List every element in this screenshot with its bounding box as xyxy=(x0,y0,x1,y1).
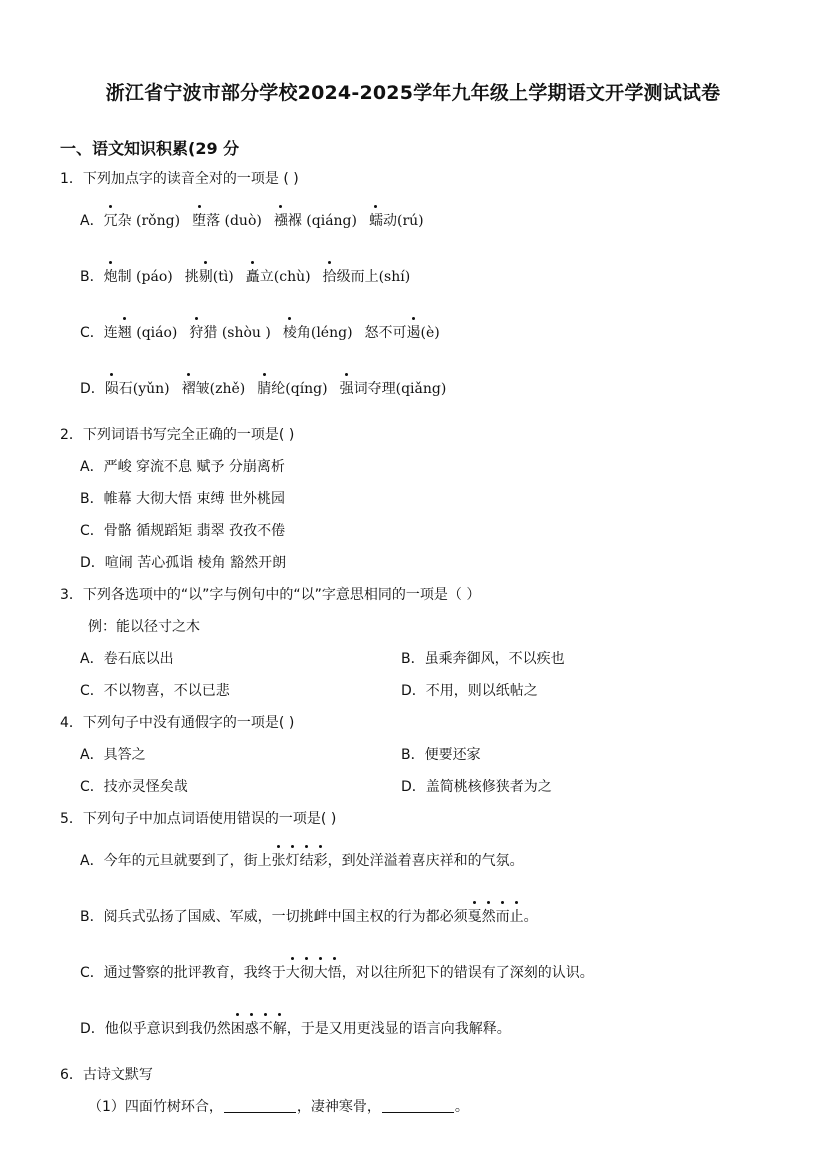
q4-option-a[interactable]: A．具答之 xyxy=(80,747,146,763)
q1-option-c[interactable] xyxy=(80,323,440,343)
question-4-stem: 4．下列句子中没有通假字的一项是( ) xyxy=(60,715,295,731)
dotted-char: 褶 xyxy=(181,381,196,397)
dotted-char: 戛 xyxy=(467,909,482,925)
dotted-char: 彻 xyxy=(299,965,314,981)
fill-blank[interactable] xyxy=(224,1098,296,1113)
dotted-char: 大 xyxy=(313,965,328,981)
sentence-start: B．阅兵式弘扬了国威、军威，一切挑衅中国主权的行为都必须 xyxy=(80,909,468,925)
poem-line-middle: ，凄神寒骨， xyxy=(296,1099,381,1115)
word-tail: 词夺理 xyxy=(353,381,396,397)
pinyin: (qiǎng) xyxy=(395,381,447,397)
word-tail: 纶 xyxy=(271,381,286,397)
sentence-end: ，对以往所犯下的错误有了深刻的认识。 xyxy=(341,965,594,981)
q5-option-c[interactable] xyxy=(80,963,594,983)
dotted-char: 困 xyxy=(230,1021,245,1037)
dotted-char: 蠕 xyxy=(368,213,383,229)
dotted-char: 强 xyxy=(339,381,354,397)
dotted-char: 悟 xyxy=(327,965,342,981)
q3-option-a[interactable]: A．卷石底以出 xyxy=(80,651,174,667)
dotted-char: 大 xyxy=(285,965,300,981)
dotted-char: 冗 xyxy=(103,213,118,229)
pinyin: (qiáng) xyxy=(301,213,357,229)
word-tail: 角 xyxy=(296,325,311,341)
word-head: 连 xyxy=(103,325,118,341)
q5-option-a[interactable] xyxy=(80,851,524,871)
word-tail: 石 xyxy=(118,381,133,397)
dotted-char: 结 xyxy=(299,853,314,869)
q2-option-d[interactable]: D．喧闹 苦心孤诣 棱角 豁然开朗 xyxy=(80,555,287,571)
pinyin: (tì) xyxy=(212,269,234,285)
section-heading: 一、语文知识积累(29 分 xyxy=(60,139,240,158)
q4-option-c[interactable]: C．技亦灵怪矣哉 xyxy=(80,779,188,795)
q1-option-d[interactable] xyxy=(80,379,446,399)
dotted-char: 而 xyxy=(495,909,510,925)
q1-option-a[interactable] xyxy=(80,211,424,231)
option-label: B． xyxy=(80,269,104,285)
sentence-start: A．今年的元旦就要到了，街上 xyxy=(80,853,272,869)
dotted-char: 止 xyxy=(509,909,524,925)
option-label: A． xyxy=(80,213,104,229)
q2-option-b[interactable]: B．帷幕 大彻大悟 束缚 世外桃园 xyxy=(80,491,285,507)
question-6-stem: 6．古诗文默写 xyxy=(60,1067,153,1083)
word-tail: 立 xyxy=(259,269,274,285)
q6-item-1 xyxy=(88,1097,469,1117)
dotted-char: 不 xyxy=(258,1021,273,1037)
dotted-char: 解 xyxy=(272,1021,287,1037)
word-tail: 动 xyxy=(382,213,397,229)
sentence-end: 。 xyxy=(523,909,538,925)
pinyin: (rǒng) xyxy=(131,213,181,229)
dotted-word xyxy=(468,909,524,925)
pinyin: (yǔn) xyxy=(132,381,170,397)
sentence-start: D．他似乎意识到我仍然 xyxy=(80,1021,231,1037)
q5-option-b[interactable] xyxy=(80,907,538,927)
dotted-word xyxy=(272,853,328,869)
word-tail: 猎 xyxy=(203,325,218,341)
pinyin: (qiáo) xyxy=(131,325,178,341)
dotted-char: 彩 xyxy=(313,853,328,869)
question-2-stem: 2．下列词语书写完全正确的一项是( ) xyxy=(60,427,295,443)
pinyin: (shí) xyxy=(378,269,411,285)
word-tail: 制 xyxy=(117,269,132,285)
dotted-char: 狩 xyxy=(189,325,204,341)
question-3-stem: 3．下列各选项中的“以”字与例句中的“以”字意思相同的一项是（ ） xyxy=(60,587,481,603)
dotted-word xyxy=(231,1021,287,1037)
q2-option-a[interactable]: A．严峻 穿流不息 赋予 分崩离析 xyxy=(80,459,285,475)
pinyin: (léng) xyxy=(310,325,353,341)
exam-title: 浙江省宁波市部分学校2024-2025学年九年级上学期语文开学测试试卷 xyxy=(105,82,721,104)
dotted-char: 张 xyxy=(271,853,286,869)
pinyin: (páo) xyxy=(131,269,173,285)
poem-line-end: 。 xyxy=(454,1099,469,1115)
word-tail: 褓 xyxy=(287,213,302,229)
dotted-char: 遏 xyxy=(406,325,421,341)
option-label: C． xyxy=(80,325,104,341)
sentence-end: ，于是又用更浅显的语言向我解释。 xyxy=(286,1021,511,1037)
q3-example: 例：能以径寸之木 xyxy=(88,619,200,635)
fill-blank[interactable] xyxy=(382,1098,454,1113)
word-tail: 落 xyxy=(206,213,221,229)
q4-option-d[interactable]: D．盖简桃核修狭者为之 xyxy=(401,779,552,795)
dotted-word xyxy=(286,965,342,981)
poem-line-start: （1）四面竹树环合， xyxy=(88,1099,223,1115)
q4-option-b[interactable]: B．便要还家 xyxy=(401,747,481,763)
dotted-char: 惑 xyxy=(244,1021,259,1037)
q3-option-d[interactable]: D．不用，则以纸帖之 xyxy=(401,683,538,699)
q1-option-b[interactable] xyxy=(80,267,410,287)
dotted-char: 腈 xyxy=(257,381,272,397)
option-label: D． xyxy=(80,381,105,397)
word-head: 挑 xyxy=(184,269,199,285)
question-1-stem: 1．下列加点字的读音全对的一项是 ( ) xyxy=(60,171,299,187)
dotted-char: 炮 xyxy=(103,269,118,285)
sentence-start: C．通过警察的批评教育，我终于 xyxy=(80,965,286,981)
word-tail: 杂 xyxy=(117,213,132,229)
dotted-char: 翘 xyxy=(117,325,132,341)
dotted-char: 灯 xyxy=(285,853,300,869)
word-tail: 皱 xyxy=(195,381,210,397)
q3-option-c[interactable]: C．不以物喜，不以已悲 xyxy=(80,683,230,699)
q2-option-c[interactable]: C．骨骼 循规蹈矩 翡翠 孜孜不倦 xyxy=(80,523,286,539)
dotted-char: 棱 xyxy=(282,325,297,341)
sentence-end: ，到处洋溢着喜庆祥和的气氛。 xyxy=(327,853,524,869)
pinyin: (qíng) xyxy=(285,381,328,397)
pinyin: (rú) xyxy=(396,213,424,229)
dotted-char: 襁 xyxy=(273,213,288,229)
dotted-char: 陨 xyxy=(104,381,119,397)
question-5-stem: 5．下列句子中加点词语使用错误的一项是( ) xyxy=(60,811,337,827)
dotted-char: 然 xyxy=(481,909,496,925)
dotted-char: 矗 xyxy=(245,269,260,285)
q3-option-b[interactable]: B．虽乘奔御风，不以疾也 xyxy=(401,651,565,667)
pinyin: (duò) xyxy=(220,213,262,229)
dotted-char: 拾 xyxy=(322,269,337,285)
pinyin: (zhě) xyxy=(209,381,246,397)
pinyin: (chù) xyxy=(273,269,311,285)
pinyin: (è) xyxy=(420,325,440,341)
pinyin: (shòu ) xyxy=(217,325,271,341)
word-tail: 级而上 xyxy=(336,269,379,285)
dotted-char: 堕 xyxy=(192,213,207,229)
word-head: 怒不可 xyxy=(364,325,407,341)
dotted-char: 剔 xyxy=(198,269,213,285)
q5-option-d[interactable] xyxy=(80,1019,511,1039)
